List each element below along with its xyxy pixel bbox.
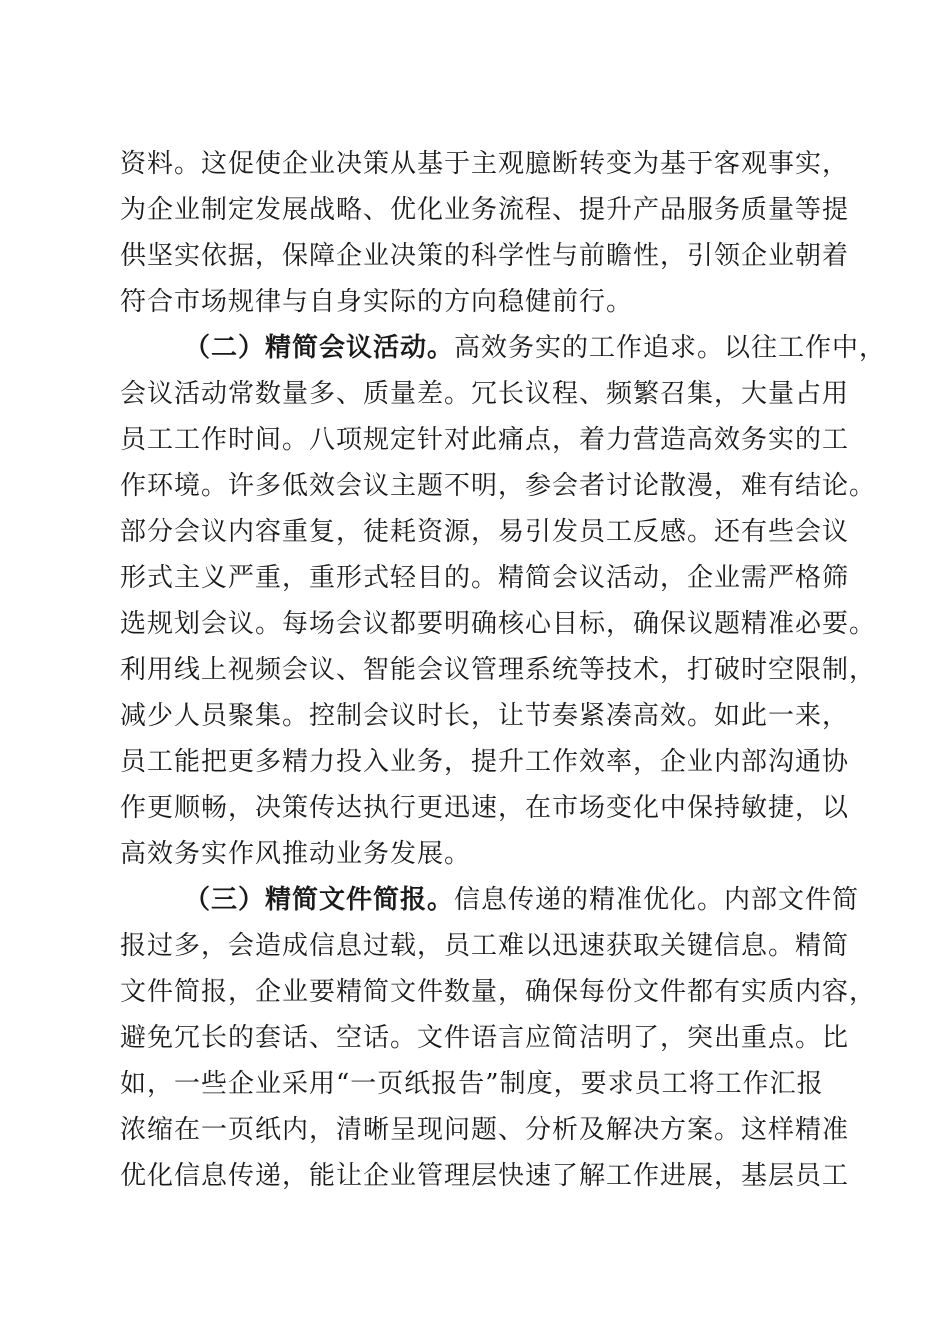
paragraph-2 [120, 325, 887, 877]
text-line: 报过多，会造成信息过载，员工难以迅速获取关键信息。精简 [120, 931, 850, 961]
text-line: 部分会议内容重复，徒耗资源，易引发员工反感。还有些会议 [120, 517, 850, 547]
text-line: 浓缩在一页纸内，清晰呈现问题、分析及解决方案。这样精准 [120, 1115, 850, 1145]
paragraph-1 [120, 141, 850, 325]
section-heading: （三）精简文件简报。 [184, 885, 455, 915]
text-line: 高效务实作风推动业务发展。 [120, 839, 472, 869]
section-heading: （二）精简会议活动。 [184, 333, 455, 363]
text-line: 选规划会议。每场会议都要明确核心目标，确保议题精准必要。 [120, 609, 877, 639]
text-line: 员工能把更多精力投入业务，提升工作效率，企业内部沟通协 [120, 747, 850, 777]
text-line: 如，一些企业采用“一页纸报告”制度，要求员工将工作汇报 [120, 1069, 824, 1099]
text-line: 符合市场规律与自身实际的方向稳健前行。 [120, 287, 634, 317]
document-body [120, 141, 887, 1199]
text-line: 作更顺畅，决策传达执行更迅速，在市场变化中保持敏捷，以 [120, 793, 850, 823]
text-line: 文件简报，企业要精简文件数量，确保每份文件都有实质内容， [120, 977, 877, 1007]
text-line: 利用线上视频会议、智能会议管理系统等技术，打破时空限制， [120, 655, 877, 685]
text-line: 会议活动常数量多、质量差。冗长议程、频繁召集，大量占用 [120, 379, 850, 409]
paragraph-3 [120, 877, 877, 1199]
text-run: 信息传递的精准优化。内部文件简 [454, 885, 860, 915]
text-line [120, 325, 887, 371]
text-line [120, 877, 860, 923]
text-line: 员工工作时间。八项规定针对此痛点，着力营造高效务实的工 [120, 425, 850, 455]
text-line: 供坚实依据，保障企业决策的科学性与前瞻性，引领企业朝着 [120, 241, 850, 271]
text-run: 高效务实的工作追求。以往工作中， [454, 333, 887, 363]
text-line: 优化信息传递，能让企业管理层快速了解工作进展，基层员工 [120, 1161, 850, 1191]
text-line: 形式主义严重，重形式轻目的。精简会议活动，企业需严格筛 [120, 563, 850, 593]
text-line: 为企业制定发展战略、优化业务流程、提升产品服务质量等提 [120, 195, 850, 225]
text-line: 资料。这促使企业决策从基于主观臆断转变为基于客观事实， [120, 149, 850, 179]
text-line: 减少人员聚集。控制会议时长，让节奏紧凑高效。如此一来， [120, 701, 850, 731]
text-line: 避免冗长的套话、空话。文件语言应简洁明了，突出重点。比 [120, 1023, 850, 1053]
text-line: 作环境。许多低效会议主题不明，参会者讨论散漫，难有结论。 [120, 471, 877, 501]
